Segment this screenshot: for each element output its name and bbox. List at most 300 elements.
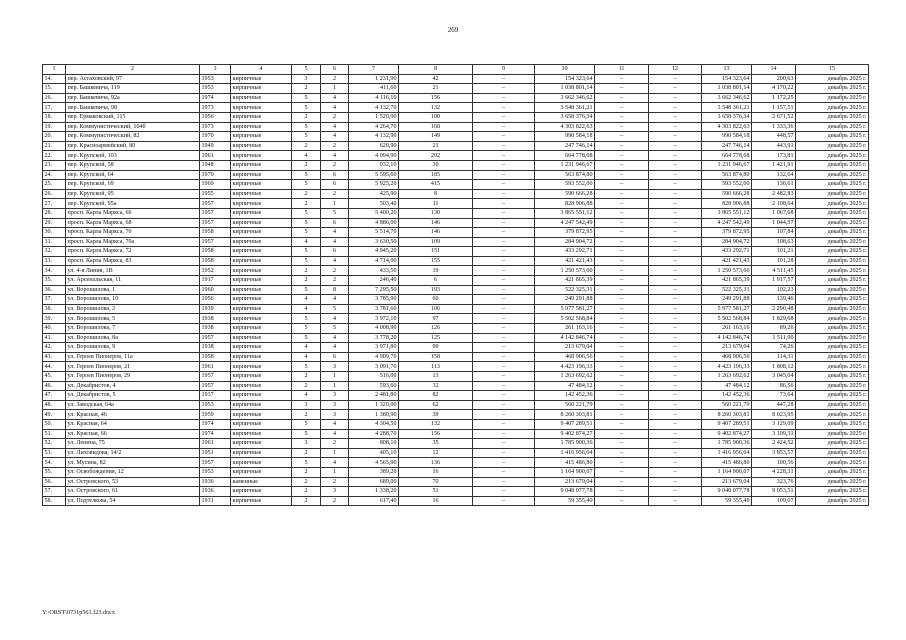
- table-cell: –: [595, 93, 649, 103]
- table-cell: –: [649, 352, 702, 362]
- table-cell: 379 872,95: [535, 228, 595, 238]
- table-cell: кирпичные: [231, 141, 292, 151]
- table-cell: 2: [292, 160, 321, 170]
- table-cell: ул. Декабристов, 4: [66, 381, 200, 391]
- table-cell: –: [595, 333, 649, 343]
- table-cell: 5: [292, 103, 321, 113]
- table-cell: 25.: [43, 180, 66, 190]
- table-cell: просп. Карла Маркса, 70а: [66, 237, 200, 247]
- column-header: 10: [535, 65, 595, 75]
- table-cell: 56.: [43, 477, 66, 487]
- table-cell: 3 865 551,12: [702, 208, 752, 218]
- table-cell: –: [595, 199, 649, 209]
- table-header-row: [43, 65, 869, 75]
- table-cell: 1 044,57: [752, 218, 796, 228]
- table-cell: –: [649, 333, 702, 343]
- table-cell: 42.: [43, 343, 66, 353]
- table-cell: 3 971,80: [349, 343, 399, 353]
- table-cell: 249 291,88: [702, 295, 752, 305]
- table-cell: –: [473, 103, 535, 113]
- table-cell: 4: [321, 103, 349, 113]
- table-cell: 5 502 568,84: [535, 314, 595, 324]
- table-cell: 1956: [200, 112, 231, 122]
- table-cell: 5: [292, 93, 321, 103]
- table-cell: ул. Подтелкова, 54: [66, 496, 200, 506]
- table-cell: –: [649, 285, 702, 295]
- table-cell: 2: [321, 141, 349, 151]
- column-header: 7: [349, 65, 399, 75]
- table-cell: 213 679,04: [535, 343, 595, 353]
- table-cell: –: [595, 141, 649, 151]
- table-cell: кирпичные: [231, 410, 292, 420]
- table-row: [43, 429, 869, 439]
- table-cell: –: [595, 314, 649, 324]
- table-cell: пер. Ермаковский, 115: [66, 112, 200, 122]
- table-cell: пер. Крупской, 69: [66, 180, 200, 190]
- table-cell: 261 163,16: [702, 324, 752, 334]
- table-cell: 620,90: [349, 141, 399, 151]
- table-row: [43, 487, 869, 497]
- table-cell: 1953: [200, 467, 231, 477]
- table-cell: кирпичные: [231, 314, 292, 324]
- table-cell: 522 325,31: [535, 285, 595, 295]
- table-cell: пер. Башкевича, 98: [66, 103, 200, 113]
- table-cell: –: [473, 477, 535, 487]
- table-cell: –: [473, 112, 535, 122]
- table-row: [43, 419, 869, 429]
- table-cell: пер. Крупской, 95а: [66, 199, 200, 209]
- table-cell: декабрь 2025 г.: [796, 458, 869, 468]
- table-cell: 1973: [200, 122, 231, 132]
- table-row: [43, 132, 869, 142]
- table-cell: кирпичные: [231, 199, 292, 209]
- table-cell: ул. Ворошилова, 9: [66, 343, 200, 353]
- table-cell: 193: [399, 285, 473, 295]
- table-cell: 1: [321, 448, 349, 458]
- table-cell: кирпичные: [231, 112, 292, 122]
- table-cell: 1938: [200, 324, 231, 334]
- table-cell: 4: [292, 295, 321, 305]
- table-cell: кирпичные: [231, 467, 292, 477]
- column-header: 4: [231, 65, 292, 75]
- table-cell: 139,46: [752, 295, 796, 305]
- table-cell: –: [595, 324, 649, 334]
- table-cell: –: [649, 74, 702, 84]
- table-cell: 5 977 581,27: [535, 304, 595, 314]
- table-row: [43, 477, 869, 487]
- table-row: [43, 74, 869, 84]
- table-cell: –: [473, 237, 535, 247]
- table-cell: 3 778,20: [349, 333, 399, 343]
- table-cell: 146: [399, 218, 473, 228]
- table-cell: 1: [321, 372, 349, 382]
- table-cell: 6: [321, 170, 349, 180]
- table-cell: ул. Красная, 46: [66, 410, 200, 420]
- table-cell: 1 416 956,04: [702, 448, 752, 458]
- table-cell: 107,84: [752, 228, 796, 238]
- table-cell: 5: [292, 314, 321, 324]
- table-cell: 5 502 568,84: [702, 314, 752, 324]
- table-cell: ул. 4-я Линия, 1В: [66, 266, 200, 276]
- table-cell: ул. Ворошилова, 1: [66, 285, 200, 295]
- table-cell: 3: [292, 400, 321, 410]
- table-cell: 1 785 900,36: [535, 439, 595, 449]
- table-cell: 2 671,52: [752, 112, 796, 122]
- table-cell: 17.: [43, 103, 66, 113]
- table-cell: 1957: [200, 237, 231, 247]
- table-cell: 4: [321, 256, 349, 266]
- table-cell: –: [473, 228, 535, 238]
- table-cell: –: [649, 132, 702, 142]
- table-row: [43, 228, 869, 238]
- table-cell: 1961: [200, 362, 231, 372]
- column-header: 9: [473, 65, 535, 75]
- table-row: [43, 496, 869, 506]
- table-cell: 990 584,18: [702, 132, 752, 142]
- table-cell: 415: [399, 180, 473, 190]
- table-cell: пер. Крупской, 64: [66, 170, 200, 180]
- table-cell: 593 552,00: [535, 180, 595, 190]
- table-cell: 1: [321, 84, 349, 94]
- table-cell: 421 865,39: [702, 276, 752, 286]
- table-cell: 415 486,80: [535, 458, 595, 468]
- table-cell: кирпичные: [231, 391, 292, 401]
- table-cell: –: [473, 372, 535, 382]
- table-cell: 415 486,80: [702, 458, 752, 468]
- table-cell: 60: [399, 295, 473, 305]
- table-cell: 1957: [200, 458, 231, 468]
- table-cell: 2: [321, 160, 349, 170]
- table-cell: –: [649, 276, 702, 286]
- table-cell: 1951: [200, 448, 231, 458]
- table-cell: 1957: [200, 208, 231, 218]
- table-cell: –: [649, 381, 702, 391]
- table-cell: 3 781,60: [349, 304, 399, 314]
- table-cell: пер. Астаховский, 97: [66, 74, 200, 84]
- table-cell: 114,31: [752, 352, 796, 362]
- table-cell: 6: [399, 276, 473, 286]
- column-header: 2: [66, 65, 200, 75]
- table-cell: 15.: [43, 84, 66, 94]
- table-cell: 1949: [200, 141, 231, 151]
- table-cell: 3 662 346,62: [535, 93, 595, 103]
- table-row: [43, 458, 869, 468]
- table-cell: кирпичные: [231, 122, 292, 132]
- table-cell: –: [649, 410, 702, 420]
- table-cell: 1969: [200, 180, 231, 190]
- table-cell: 4 303 822,63: [535, 122, 595, 132]
- table-cell: –: [649, 208, 702, 218]
- table-cell: 4: [321, 333, 349, 343]
- table-cell: –: [649, 247, 702, 257]
- table-cell: 1961: [200, 151, 231, 161]
- table-row: [43, 333, 869, 343]
- table-cell: –: [473, 314, 535, 324]
- table-cell: просп. Карла Маркса, 66: [66, 208, 200, 218]
- table-cell: –: [473, 256, 535, 266]
- table-cell: 2: [292, 467, 321, 477]
- table-cell: 4: [292, 304, 321, 314]
- table-cell: декабрь 2025 г.: [796, 266, 869, 276]
- table-cell: кирпичные: [231, 439, 292, 449]
- table-cell: 284 904,72: [535, 237, 595, 247]
- table-cell: –: [595, 218, 649, 228]
- table-cell: –: [649, 160, 702, 170]
- table-cell: –: [473, 285, 535, 295]
- table-cell: кирпичные: [231, 352, 292, 362]
- table-cell: –: [649, 141, 702, 151]
- table-cell: 2: [292, 266, 321, 276]
- table-cell: кирпичные: [231, 151, 292, 161]
- table-cell: ул. Арсенальская, 11: [66, 276, 200, 286]
- table-cell: 97: [399, 314, 473, 324]
- table-cell: 4 094,90: [349, 151, 399, 161]
- table-cell: кирпичные: [231, 343, 292, 353]
- table-cell: –: [473, 362, 535, 372]
- table-cell: 990 584,18: [535, 132, 595, 142]
- table-cell: –: [473, 448, 535, 458]
- table-cell: 2 108,64: [752, 199, 796, 209]
- table-cell: 932,10: [349, 160, 399, 170]
- table-cell: 59 355,40: [702, 496, 752, 506]
- table-cell: декабрь 2025 г.: [796, 467, 869, 477]
- table-cell: 70: [399, 477, 473, 487]
- table-cell: 828 906,88: [535, 199, 595, 209]
- table-cell: 1 320,00: [349, 400, 399, 410]
- table-cell: 1957: [200, 381, 231, 391]
- table-cell: 4: [321, 295, 349, 305]
- table-cell: 433,50: [349, 266, 399, 276]
- table-cell: 82: [399, 391, 473, 401]
- table-cell: 146: [399, 228, 473, 238]
- table-cell: 74,26: [752, 343, 796, 353]
- table-cell: 1970: [200, 132, 231, 142]
- table-cell: пер. Крупской, 95: [66, 189, 200, 199]
- table-cell: 4 565,90: [349, 458, 399, 468]
- table-row: [43, 160, 869, 170]
- table-cell: 6: [321, 218, 349, 228]
- table-cell: –: [649, 256, 702, 266]
- table-cell: декабрь 2025 г.: [796, 400, 869, 410]
- table-cell: –: [649, 496, 702, 506]
- table-cell: 132: [399, 103, 473, 113]
- table-cell: –: [473, 429, 535, 439]
- table-cell: декабрь 2025 г.: [796, 487, 869, 497]
- table-cell: –: [649, 477, 702, 487]
- table-row: [43, 103, 869, 113]
- table-cell: –: [649, 314, 702, 324]
- table-cell: 30.: [43, 228, 66, 238]
- table-cell: –: [649, 189, 702, 199]
- table-cell: 689,00: [349, 477, 399, 487]
- table-cell: 73,64: [752, 391, 796, 401]
- table-cell: 30: [399, 160, 473, 170]
- table-cell: –: [473, 122, 535, 132]
- table-cell: декабрь 2025 г.: [796, 285, 869, 295]
- table-cell: 1958: [200, 352, 231, 362]
- table-cell: 47.: [43, 391, 66, 401]
- table-cell: кирпичные: [231, 285, 292, 295]
- table-cell: 5 514,70: [349, 228, 399, 238]
- table-cell: 108,63: [752, 237, 796, 247]
- table-cell: 4 945,20: [349, 247, 399, 257]
- table-cell: кирпичные: [231, 93, 292, 103]
- table-cell: 5: [292, 362, 321, 372]
- table-cell: 102,23: [752, 285, 796, 295]
- table-cell: кирпичные: [231, 208, 292, 218]
- table-cell: 5: [321, 324, 349, 334]
- table-cell: –: [473, 419, 535, 429]
- table-cell: –: [649, 218, 702, 228]
- table-cell: 1952: [200, 266, 231, 276]
- table-cell: декабрь 2025 г.: [796, 324, 869, 334]
- table-cell: декабрь 2025 г.: [796, 247, 869, 257]
- table-cell: 3: [321, 487, 349, 497]
- table-cell: 1 231,90: [349, 74, 399, 84]
- table-cell: –: [595, 170, 649, 180]
- table-cell: 246,40: [349, 276, 399, 286]
- table-cell: декабрь 2025 г.: [796, 276, 869, 286]
- table-cell: 154 323,64: [702, 74, 752, 84]
- table-cell: 168: [399, 122, 473, 132]
- table-cell: –: [473, 496, 535, 506]
- table-row: [43, 208, 869, 218]
- table-row: [43, 362, 869, 372]
- table-row: [43, 170, 869, 180]
- table-cell: 3 785,90: [349, 295, 399, 305]
- table-cell: –: [595, 362, 649, 372]
- table-cell: 5: [292, 247, 321, 257]
- table-cell: –: [649, 448, 702, 458]
- table-row: [43, 266, 869, 276]
- table-cell: ул. Островского, 61: [66, 487, 200, 497]
- table-cell: декабрь 2025 г.: [796, 132, 869, 142]
- table-cell: 2: [292, 112, 321, 122]
- table-cell: 4: [292, 343, 321, 353]
- table-cell: 149: [399, 132, 473, 142]
- table-cell: –: [649, 429, 702, 439]
- table-cell: 3 091,70: [349, 362, 399, 372]
- table-cell: 405,10: [349, 448, 399, 458]
- table-cell: 1 263 692,62: [702, 372, 752, 382]
- table-row: [43, 448, 869, 458]
- table-cell: 1: [321, 381, 349, 391]
- table-cell: –: [595, 410, 649, 420]
- table-cell: 4: [321, 93, 349, 103]
- table-cell: 55.: [43, 467, 66, 477]
- table-cell: 1961: [200, 439, 231, 449]
- table-cell: –: [473, 247, 535, 257]
- table-cell: 21: [399, 141, 473, 151]
- table-cell: 3 109,31: [752, 429, 796, 439]
- table-cell: 1956: [200, 295, 231, 305]
- table-cell: 4: [292, 237, 321, 247]
- table-cell: –: [595, 112, 649, 122]
- table-cell: 3 865 551,12: [535, 208, 595, 218]
- table-cell: декабрь 2025 г.: [796, 256, 869, 266]
- table-cell: 2: [292, 477, 321, 487]
- table-cell: –: [595, 496, 649, 506]
- table-cell: декабрь 2025 г.: [796, 84, 869, 94]
- table-cell: 113: [399, 362, 473, 372]
- table-cell: 4 264,70: [349, 122, 399, 132]
- table-cell: 14.: [43, 74, 66, 84]
- table-cell: 50.: [43, 419, 66, 429]
- table-cell: кирпичные: [231, 295, 292, 305]
- table-row: [43, 381, 869, 391]
- table-cell: 1 338,20: [349, 487, 399, 497]
- table-cell: 448,57: [752, 132, 796, 142]
- table-cell: –: [595, 448, 649, 458]
- table-cell: 5: [321, 208, 349, 218]
- table-cell: 2 424,52: [752, 439, 796, 449]
- table-cell: декабрь 2025 г.: [796, 352, 869, 362]
- table-cell: 1 038 801,14: [702, 84, 752, 94]
- table-cell: 9 407 289,51: [535, 419, 595, 429]
- table-cell: пер. Коммунистический, 104б: [66, 122, 200, 132]
- table-cell: ул. Ворошилова, 5: [66, 314, 200, 324]
- table-cell: 3 972,10: [349, 314, 399, 324]
- column-header: 12: [649, 65, 702, 75]
- table-cell: кирпичные: [231, 324, 292, 334]
- table-cell: 23.: [43, 160, 66, 170]
- table-cell: 200,63: [752, 74, 796, 84]
- table-cell: 132,64: [752, 170, 796, 180]
- table-cell: 1957: [200, 333, 231, 343]
- table-row: [43, 112, 869, 122]
- table-cell: 590 666,28: [702, 189, 752, 199]
- table-cell: –: [473, 199, 535, 209]
- table-cell: кирпичные: [231, 372, 292, 382]
- table-cell: –: [595, 276, 649, 286]
- table-row: [43, 122, 869, 132]
- table-cell: 9 048 077,78: [535, 487, 595, 497]
- table-cell: просп. Карла Маркса, 70: [66, 228, 200, 238]
- table-cell: кирпичные: [231, 237, 292, 247]
- table-cell: –: [595, 285, 649, 295]
- table-cell: 130,61: [752, 180, 796, 190]
- table-cell: 3 548 361,21: [535, 103, 595, 113]
- table-cell: кирпичные: [231, 333, 292, 343]
- table-cell: –: [649, 122, 702, 132]
- table-cell: 563 874,80: [535, 170, 595, 180]
- table-cell: –: [595, 439, 649, 449]
- table-cell: 1 164 900,07: [535, 467, 595, 477]
- table-cell: 158: [399, 352, 473, 362]
- table-cell: кирпичные: [231, 362, 292, 372]
- table-cell: ул. Ворошилова, 8а: [66, 333, 200, 343]
- table-cell: декабрь 2025 г.: [796, 228, 869, 238]
- table-cell: 4 423 196,33: [535, 362, 595, 372]
- table-cell: 2: [292, 381, 321, 391]
- table-cell: 468 906,56: [702, 352, 752, 362]
- table-cell: 433 292,71: [535, 247, 595, 257]
- table-cell: просп. Карла Маркса, 68: [66, 218, 200, 228]
- table-cell: 4 142 846,74: [702, 333, 752, 343]
- table-cell: 151: [399, 247, 473, 257]
- table-cell: пер. Коммунистический, 82: [66, 132, 200, 142]
- table-cell: 2: [321, 276, 349, 286]
- table-cell: декабрь 2025 г.: [796, 314, 869, 324]
- table-cell: 1960: [200, 285, 231, 295]
- table-cell: 136: [399, 458, 473, 468]
- column-header: 14: [752, 65, 796, 75]
- table-cell: 3: [321, 410, 349, 420]
- table-cell: 26.: [43, 189, 66, 199]
- table-row: [43, 372, 869, 382]
- table-cell: 5: [292, 285, 321, 295]
- table-cell: ул. Героев Пионеров, 21: [66, 362, 200, 372]
